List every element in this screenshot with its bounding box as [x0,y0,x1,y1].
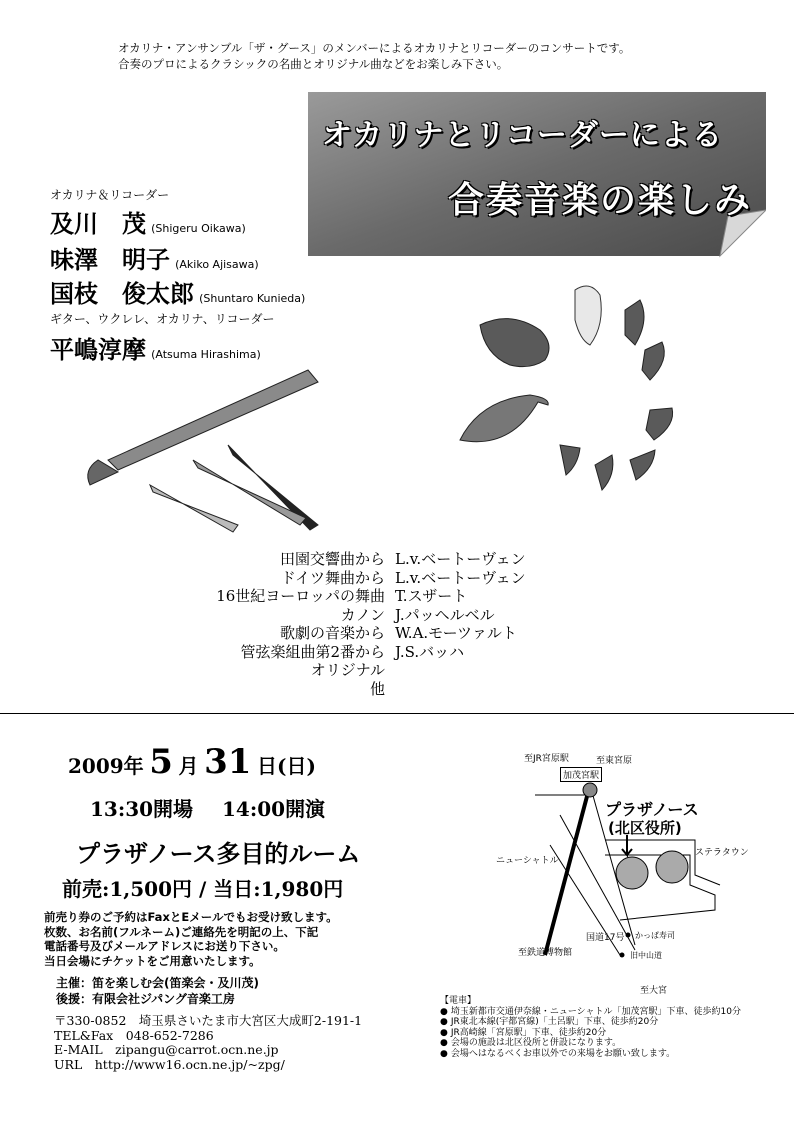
program-composer: J.パッヘルベル [395,605,495,624]
organizers [56,975,259,1007]
performer-3 [50,274,305,309]
program-item [140,606,560,625]
map-label-route17: 国道17号 [586,933,625,943]
program-title: 管弦楽組曲第2番から [240,642,385,661]
program-title: カノン [340,605,385,624]
map-label-ward: (北区役所) [608,819,682,837]
contact-info [54,1014,362,1072]
title-banner [308,92,766,260]
event-month: 5 [149,742,173,782]
sponsor: 後援：有限会社ジパング音楽工房 [56,992,235,1006]
program-item [140,550,560,569]
program-item [140,643,560,662]
divider [0,713,794,714]
event-year: 2009年 [68,754,144,778]
map-label-nakasendo: 旧中山道 [630,951,662,960]
host: 主催：笛を楽しむ会(笛楽会・及川茂) [56,976,259,990]
ocarinas-image [440,270,700,500]
performer-romaji: (Atsuma Hirashima) [151,348,261,361]
contact-address: 〒330-0852 埼玉県さいたま市大宮区大成町2-191-1 [54,1013,363,1028]
performer-name: 及川 茂 [50,209,146,238]
program-title: 田園交響曲から [279,550,385,568]
performer-1 [50,204,246,239]
program-composer: J.S.バッハ [395,642,465,661]
performer-category: ギター、ウクレレ、オカリナ、リコーダー [50,312,275,326]
access-line: ● JR東北本線(宇都宮線)「土呂駅」下車、徒歩約20分 [440,1017,741,1028]
program-composer [385,680,395,699]
performer-category: オカリナ＆リコーダー [50,188,170,202]
event-start: 14:00開演 [222,797,326,821]
event-date [68,742,316,782]
map-label-kamo-station: 加茂宮駅 [560,767,602,782]
performer-name: 国枝 俊太郎 [50,279,194,308]
recorders-image [78,360,418,540]
map-label-railway-museum: 至鉄道博物館 [518,948,573,958]
banner-line1: オカリナとリコーダーによる [322,118,723,153]
map-label-jr-miyahara: 至JR宮原駅 [524,754,569,764]
map-label-plaza: プラザノース [605,800,699,819]
performer-name: 味澤 明子 [50,245,170,274]
contact-tel: TEL&Fax 048-652-7286 [54,1027,214,1043]
intro-text [118,40,630,72]
map-label-to-miyahara: 至東宮原 [596,756,633,766]
program-composer: T.スザート [395,587,468,605]
note-line: 電話番号及びメールアドレスにお送り下さい。 [44,939,285,953]
performer-romaji: (Akiko Ajisawa) [175,258,259,271]
ticket-price: 前売:1,500円 / 当日:1,980円 [62,877,344,901]
map-label-kappa: かっぱ寿司 [635,931,675,940]
event-day-unit: 日(日) [256,754,316,778]
program-composer [385,661,395,680]
access-info [440,996,741,1059]
contact-email: E-MAIL zipangu@carrot.ocn.ne.jp [54,1042,279,1057]
map-label-omiya: 至大宮 [640,986,668,996]
contact-url: URL http://www16.ocn.ne.jp/~zpg/ [54,1056,285,1072]
ticket-notes [44,910,338,968]
program-item [140,569,560,588]
event-venue: プラザノース多目的ルーム [76,839,361,868]
program-composer: L.v.ベートーヴェン [395,550,526,568]
access-line: ● 埼玉新都市交通伊奈線・ニューシャトル「加茂宮駅」下車、徒歩約10分 [440,1007,741,1018]
event-month-unit: 月 [178,754,199,778]
program-title: 16世紀ヨーロッパの舞曲 [216,587,385,605]
performer-name: 平嶋淳摩 [50,335,146,364]
note-line: 前売り券のご予約はFaxとEメールでもお受け致します。 [44,910,338,924]
performer-romaji: (Shuntaro Kunieda) [199,292,306,305]
program-title: オリジナル [310,661,385,679]
program-composer: L.v.ベートーヴェン [395,568,526,587]
program-title: 他 [369,679,385,698]
program-title: ドイツ舞曲から [280,568,385,587]
program-item [140,680,560,699]
event-time [90,793,325,822]
access-line: ● JR高崎線「宮原駅」下車、徒歩約20分 [440,1028,741,1039]
access-line: ● 会場へはなるべくお車以外での来場をお願い致します。 [440,1049,741,1060]
program-item [140,587,560,606]
program-title: 歌劇の音楽から [279,624,385,642]
access-line: ● 会場の施設は北区役所と併設になります。 [440,1038,741,1049]
program-list [140,550,560,698]
map-label-stella: ステラタウン [695,848,749,858]
venue-map [490,745,780,995]
intro-line: 合奏のプロによるクラシックの名曲とオリジナル曲などをお楽しみ下さい。 [118,57,509,71]
event-open: 13:30開場 [90,797,194,821]
performer-romaji: (Shigeru Oikawa) [151,222,246,235]
note-line: 当日会場にチケットをご用意いたします。 [44,953,261,968]
banner-line2: 合奏音楽の楽しみ [448,180,753,221]
program-item [140,624,560,643]
map-label-new-shuttle: ニューシャトル [496,856,559,866]
event-day: 31 [204,742,252,782]
program-item [140,661,560,680]
program-composer: W.A.モーツァルト [395,624,517,642]
access-title: 【電車】 [440,996,477,1006]
intro-line: オカリナ・アンサンブル「ザ・グース」のメンバーによるオカリナとリコーダーのコンサートです。 [118,41,631,55]
performer-2 [50,240,259,275]
note-line: 枚数、お名前(フルネーム)ご連絡先を明記の上、下記 [44,924,319,939]
